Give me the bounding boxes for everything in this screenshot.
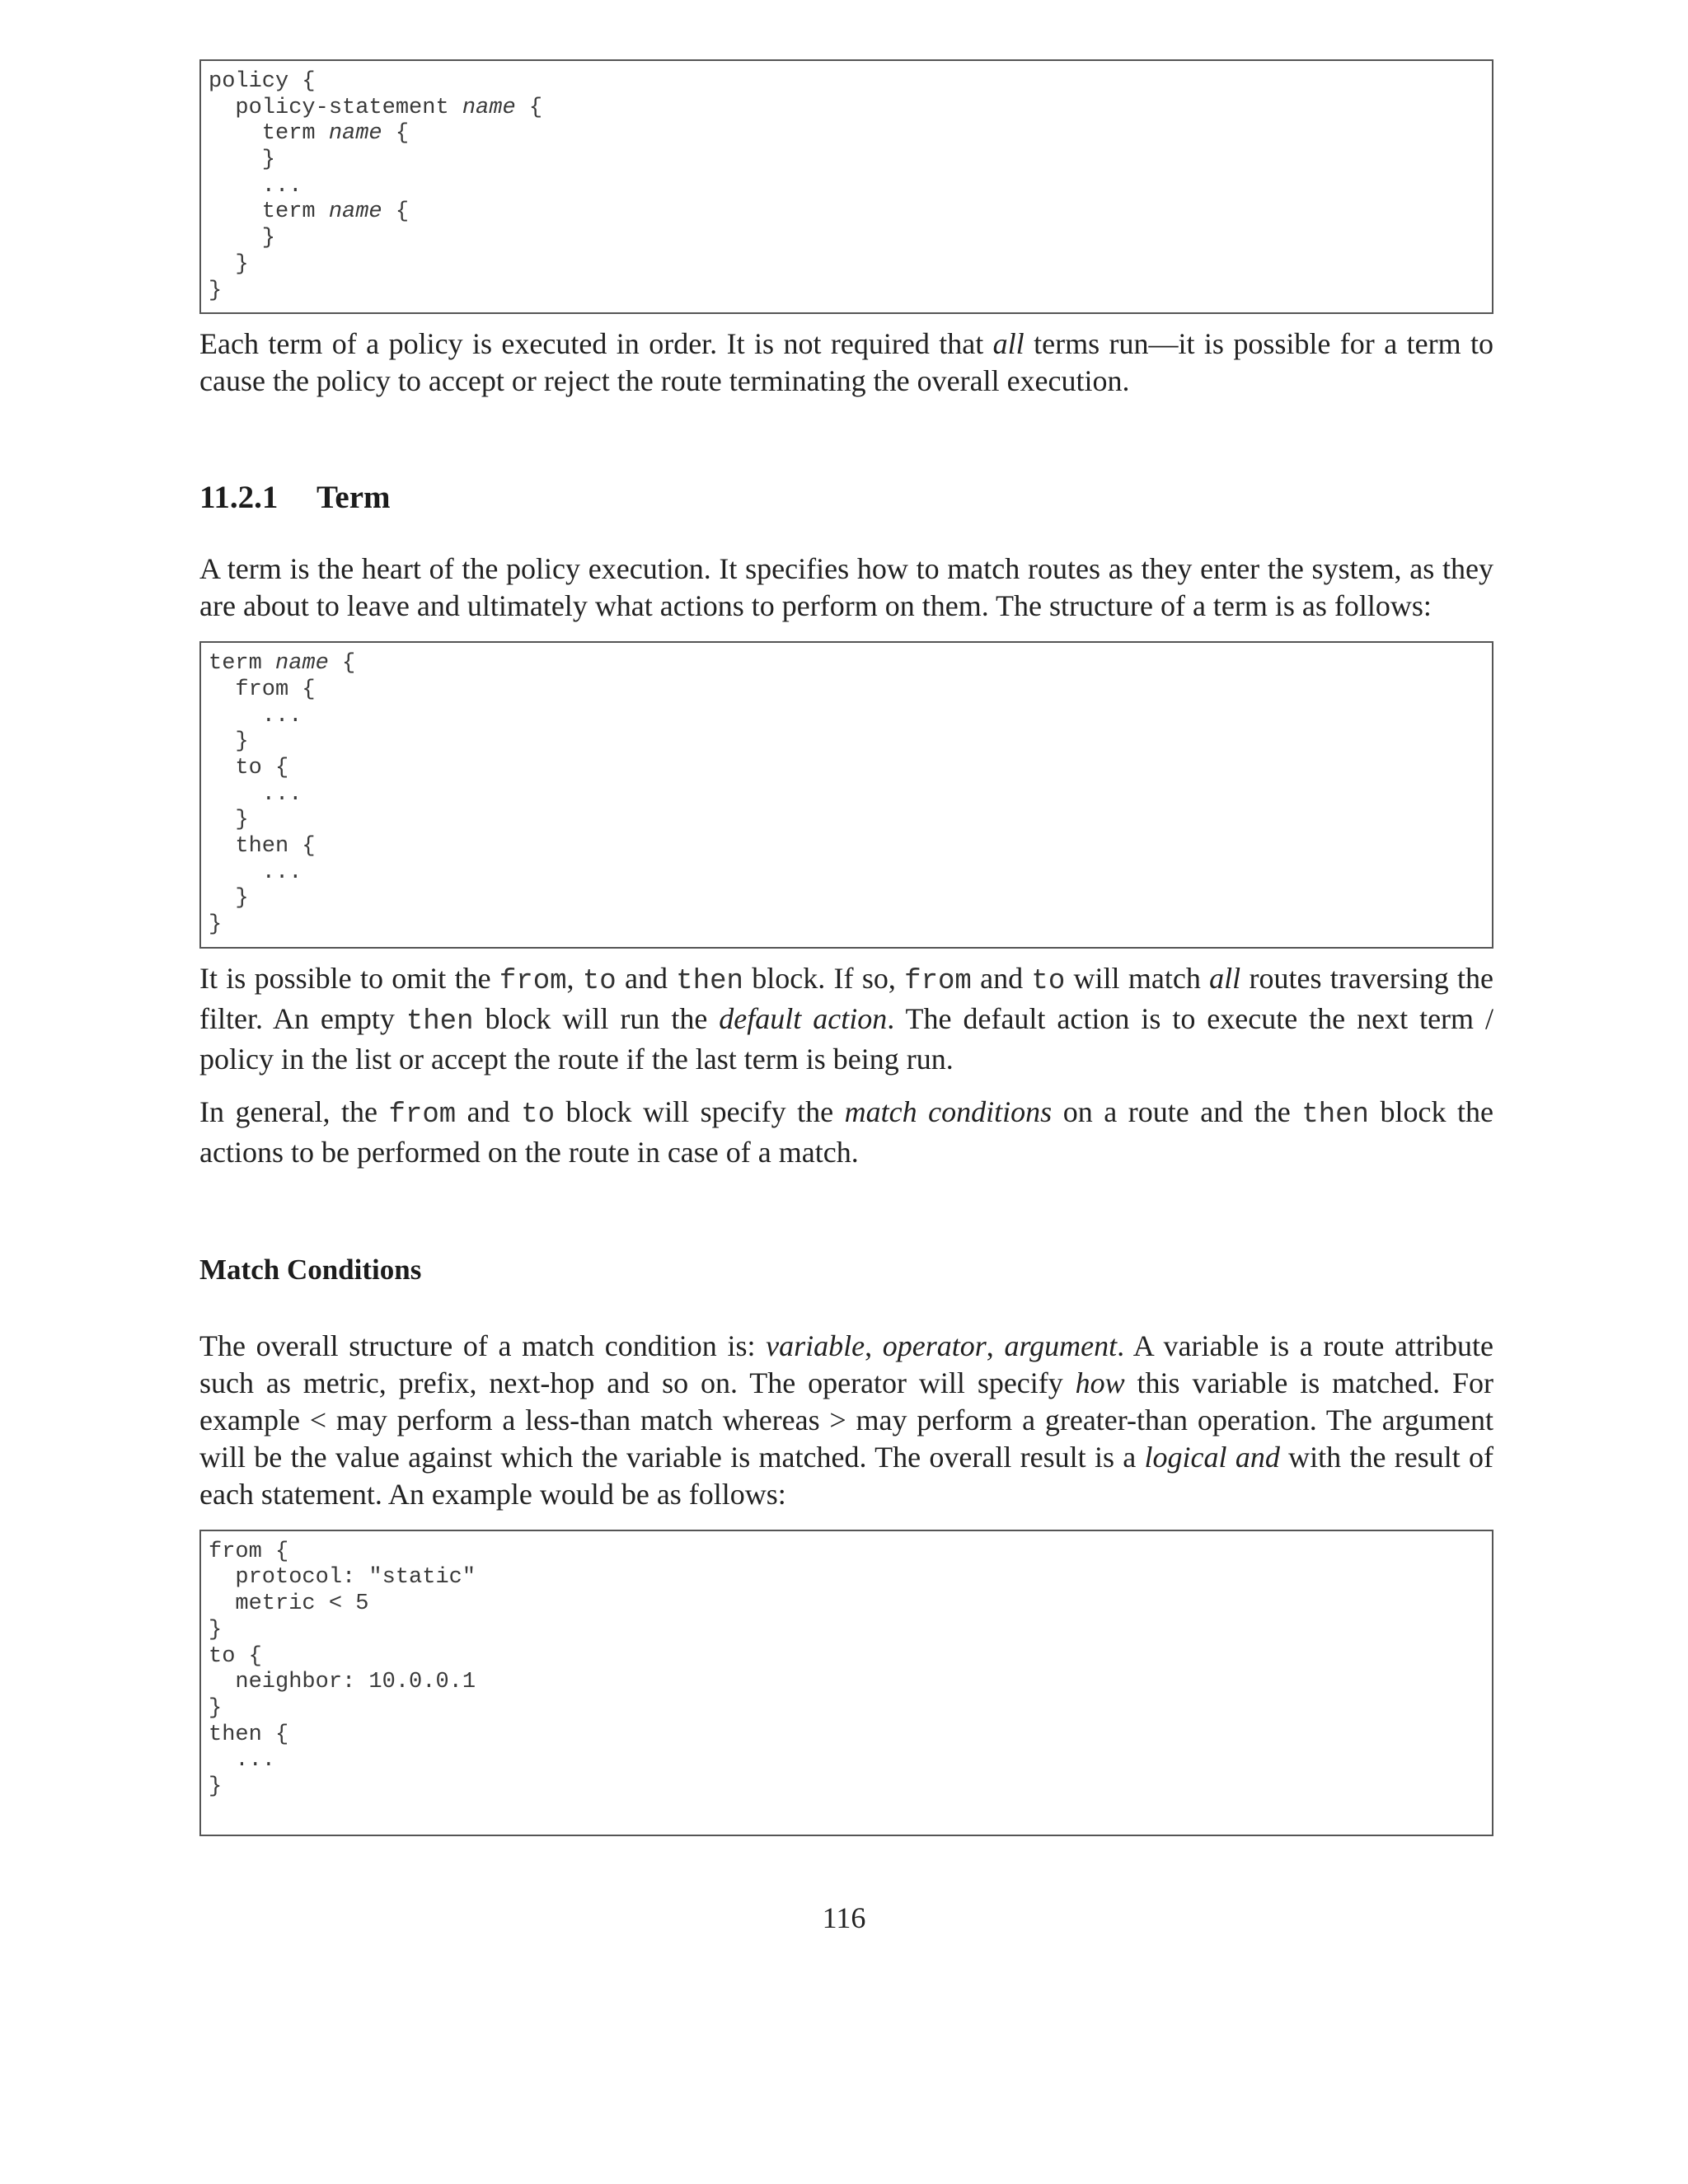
code-line [209, 1565, 1484, 1591]
emphasis-operator: operator [882, 1329, 987, 1362]
code-line [209, 174, 1484, 200]
code-line [209, 279, 1484, 305]
subsection-heading-match-conditions: Match Conditions [199, 1253, 422, 1286]
code-text: } [209, 912, 223, 938]
code-text: } [209, 1617, 223, 1643]
text-run: , [566, 961, 583, 995]
code-placeholder-name: name [328, 199, 382, 225]
code-then: then [1301, 1099, 1369, 1131]
code-line [209, 1591, 1484, 1618]
text-run: , [865, 1329, 883, 1362]
code-line [209, 834, 1484, 860]
page-number: 116 [822, 1901, 866, 1934]
code-text: term [209, 121, 329, 147]
code-block-example [199, 1530, 1493, 1837]
code-text: policy-statement [209, 95, 462, 120]
text-run: Each term of a policy is executed in order. It is not required that [199, 327, 993, 361]
code-line [209, 912, 1484, 939]
text-run: terms run—it is possible for a term to cause the policy to accept or reject the route terminating the overall execution. [199, 327, 1493, 398]
text-run: and [456, 1094, 522, 1128]
code-from: from [499, 965, 567, 997]
code-placeholder-name: name [328, 121, 382, 147]
text-run: block will specify the [555, 1094, 845, 1128]
text-run: block. If so, [743, 961, 905, 995]
text-run: , [986, 1329, 1005, 1362]
code-text: ... [209, 781, 302, 807]
code-line [209, 886, 1484, 912]
emphasis-variable: variable [766, 1329, 865, 1362]
code-text: protocol: "static" [209, 1565, 476, 1591]
code-text: { [515, 95, 543, 120]
text-run: with the result of each statement. An example would be as follows: [199, 1440, 1494, 1511]
code-to: to [521, 1099, 556, 1131]
code-line [209, 226, 1484, 252]
code-placeholder-name: name [462, 95, 516, 120]
code-text: from { [209, 677, 316, 702]
code-line [209, 860, 1484, 887]
code-from: from [388, 1099, 457, 1131]
section-title: Term [316, 480, 391, 516]
page-content [199, 59, 1493, 1836]
code-text: policy { [209, 69, 316, 94]
code-then: then [406, 1005, 474, 1038]
code-line [209, 756, 1484, 782]
text-run: will match [1065, 961, 1210, 995]
code-line [209, 782, 1484, 808]
text-run: The overall structure of a match condition is: [199, 1329, 767, 1362]
code-line [209, 252, 1484, 279]
text-run: . The default action is to execute the next term / policy in the list or accept the route if the last term is being run. [199, 1001, 1494, 1076]
code-text: term [209, 651, 276, 677]
paragraph-terms-order [199, 326, 1493, 400]
emphasis-logical-and: logical and [1144, 1440, 1280, 1474]
text-run: and [971, 961, 1032, 995]
paragraph-omit-blocks [199, 960, 1493, 1078]
code-line [209, 96, 1484, 122]
code-line [209, 1696, 1484, 1722]
code-placeholder-name: name [275, 651, 329, 677]
text-run: on a route and the [1052, 1094, 1302, 1128]
code-from: from [904, 965, 972, 997]
code-line [209, 1540, 1484, 1566]
code-line [209, 1748, 1484, 1774]
code-line [209, 808, 1484, 834]
code-to: to [582, 965, 617, 997]
code-line [209, 1801, 1484, 1827]
emphasis-how: how [1075, 1366, 1125, 1399]
text-run: . A variable is a route attribute such as metric, prefix, next-hop and so on. The operator will specify [199, 1329, 1493, 1399]
code-line [209, 69, 1484, 96]
code-line [209, 704, 1484, 730]
text-run: In general, the [199, 1094, 389, 1128]
code-text: ... [209, 860, 302, 885]
emphasis-all: all [992, 327, 1025, 361]
emphasis-argument: argument [1004, 1329, 1118, 1362]
code-text: to { [209, 755, 289, 780]
code-block-policy [199, 59, 1493, 314]
paragraph-general [199, 1094, 1493, 1171]
code-text: to { [209, 1643, 262, 1669]
code-block-term [199, 641, 1493, 949]
text-run: block will run the [473, 1001, 720, 1035]
code-line [209, 651, 1484, 677]
code-line [209, 1618, 1484, 1644]
code-text: ... [209, 173, 302, 199]
code-text: neighbor: 10.0.0.1 [209, 1670, 476, 1695]
code-text: } [209, 1695, 223, 1721]
code-line [209, 729, 1484, 756]
text-run: this variable is matched. For example < may perform a less-than match whereas > may perform a greater-than operation. The argument will be the value against which the variable is matched. The overall result is a [199, 1366, 1493, 1474]
code-text: } [209, 278, 223, 303]
code-text: metric < 5 [209, 1591, 369, 1617]
code-text: then { [209, 1722, 289, 1747]
code-text: { [382, 199, 410, 225]
text-run: routes traversing the filter. An empty [199, 961, 1494, 1035]
code-line [209, 199, 1484, 226]
code-line [209, 1722, 1484, 1749]
code-text: { [382, 121, 410, 147]
emphasis-all: all [1209, 961, 1241, 995]
paragraph-term-heart: A term is the heart of the policy execution. It specifies how to match routes as they enter the system, as they are about to leave and ultimately what actions to perform on them. The structure of a term is as follows: [199, 552, 1493, 623]
text-run: It is possible to omit the [199, 961, 499, 995]
code-line [209, 148, 1484, 174]
code-then: then [676, 965, 743, 997]
code-text: then { [209, 834, 316, 859]
emphasis-match-conditions: match conditions [844, 1094, 1053, 1128]
code-line [209, 1774, 1484, 1801]
code-text: } [209, 1774, 223, 1799]
paragraph-match-structure [199, 1328, 1493, 1513]
section-heading-term [199, 479, 1493, 516]
emphasis-default-action: default action [719, 1001, 888, 1035]
code-text: } [209, 886, 249, 912]
code-text: ... [209, 703, 302, 729]
section-number: 11.2.1 [199, 480, 279, 516]
code-text: } [209, 251, 249, 277]
code-line [209, 1670, 1484, 1696]
text-run: and [616, 961, 677, 995]
code-line [209, 121, 1484, 148]
code-text: } [209, 808, 249, 833]
code-text: term [209, 199, 329, 225]
code-text: } [209, 148, 276, 173]
code-text: { [328, 651, 356, 677]
code-text: ... [209, 1748, 276, 1774]
code-text: from { [209, 1539, 289, 1564]
code-text: } [209, 226, 276, 251]
text-run: block the actions to be performed on the route in case of a match. [199, 1094, 1493, 1169]
code-line [209, 1644, 1484, 1671]
code-to: to [1031, 965, 1066, 997]
code-line [209, 677, 1484, 704]
code-text: } [209, 729, 249, 755]
